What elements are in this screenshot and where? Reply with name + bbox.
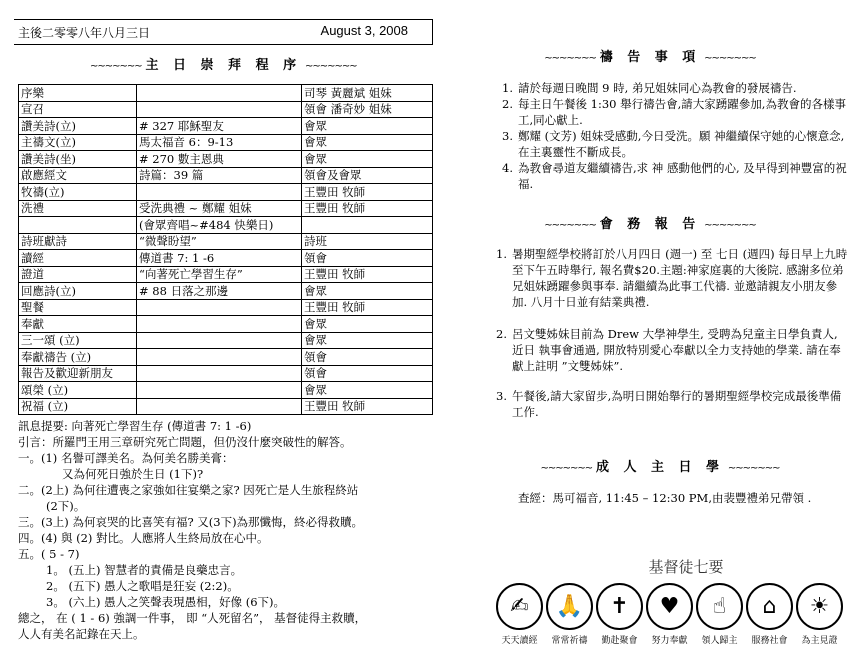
service-leader: 領會及會眾: [302, 167, 433, 184]
service-row: [19, 101, 433, 118]
reports-heading: [520, 213, 780, 232]
service-heading: [90, 54, 357, 73]
service-leader: 會眾: [302, 332, 433, 349]
wave-left: ~~~~~~~: [540, 463, 593, 474]
sermon-line: 訊息提要: 向著死亡學習生存 (傳道書 7: 1 -6): [18, 419, 252, 433]
sermon-line: 二。(2上) 為何往遭喪之家強如往宴樂之家? 因死亡是人生旅程終站: [18, 483, 359, 497]
serve-icon: ♥: [646, 583, 693, 630]
service-item: 啟應經文: [19, 167, 137, 184]
service-item: 序樂: [19, 85, 137, 102]
society-icon: ⌂: [746, 583, 793, 630]
service-row: [19, 167, 433, 184]
sermon-line: 總之， 在 ( 1 - 6) 強調一件事， 即 “人死留名”， 基督徒得主救贖，: [18, 611, 367, 625]
prayer-item: 1. 請於每週日晚間 9 時, 弟兄姐妹同心為教會的發展禱告.: [502, 81, 797, 95]
date-chinese: 主後二零零八年八月三日: [18, 26, 151, 40]
service-leader: 會眾: [302, 382, 433, 399]
service-detail: [137, 332, 302, 349]
service-detail: (會眾齊唱~#484 快樂日): [137, 217, 302, 234]
prayer-item: 3. 鄭耀 (文芳) 姐妹受感動,今日受洗。願 神繼續保守她的心懷意念,在主裏靈性不斷成長。: [502, 129, 845, 159]
service-leader: 詩班: [302, 233, 433, 250]
service-detail: [137, 85, 302, 102]
service-leader: 王豐田 牧師: [302, 200, 433, 217]
service-title: 主 日 崇 拜 程 序: [145, 58, 302, 73]
service-row: [19, 85, 433, 102]
seven-caption: 為主見證: [801, 636, 838, 646]
service-item: 詩班獻詩: [19, 233, 137, 250]
service-detail: [137, 382, 302, 399]
service-leader: 領會: [302, 365, 433, 382]
service-leader: 會眾: [302, 118, 433, 135]
service-item: 頌榮 (立): [19, 382, 137, 399]
service-detail: # 88 日落之那邊: [137, 283, 302, 300]
service-detail: [137, 184, 302, 201]
service-row: [19, 382, 433, 399]
sermon-line: 引言：所羅門王用三章研究死亡問題，但仍沒什麼突破性的解答。: [18, 435, 352, 449]
service-row: [19, 283, 433, 300]
sermon-notes: [18, 418, 436, 642]
seven-caption: 服務社會: [751, 636, 788, 646]
service-row: [19, 118, 433, 135]
service-row: [19, 233, 433, 250]
service-item: 主禱文(立): [19, 134, 137, 151]
read-icon: ✍: [496, 583, 543, 630]
service-row: [19, 184, 433, 201]
service-leader: 領會 潘奇妙 姐妹: [302, 101, 433, 118]
sermon-line: 1。 (五上) 智慧者的責備是良藥忠言。: [46, 563, 243, 577]
seven-caption: 努力奉獻: [651, 636, 688, 646]
sermon-line: 人人有美名記錄在天上。: [18, 627, 145, 641]
service-item: 洗禮: [19, 200, 137, 217]
service-order-table: [18, 84, 433, 415]
service-leader: 會眾: [302, 316, 433, 333]
sermon-line: 2。 (五下) 愚人之歌唱是狂妄 (2:2)。: [46, 579, 239, 593]
service-leader: 司琴 黃麗斌 姐妹: [302, 85, 433, 102]
service-item: 讀經: [19, 250, 137, 267]
service-detail: [137, 101, 302, 118]
prayer-item: 2. 每主日午餐後 1:30 舉行禱告會,請大家踴躍參加,為教會的各樣事工,同心獻上.: [502, 97, 846, 127]
wave-left: ~~~~~~~: [90, 61, 142, 72]
service-leader: 王豐田 牧師: [302, 184, 433, 201]
sermon-line: 五。( 5 - 7): [18, 547, 80, 561]
seven-caption: 常常祈禱: [551, 636, 588, 646]
service-item: 三一頌 (立): [19, 332, 137, 349]
service-item: 牧禱(立): [19, 184, 137, 201]
date-english: August 3, 2008: [320, 23, 408, 38]
service-detail: 傳道書 7: 1 -6: [137, 250, 302, 267]
seven-title: 基督徒七要: [648, 558, 724, 576]
sermon-line: 3。 (六上) 愚人之笑聲表現愚相，好像 (6下)。: [46, 595, 286, 609]
service-row: [19, 316, 433, 333]
service-leader: 會眾: [302, 151, 433, 168]
adult-ss-heading: [520, 456, 800, 475]
service-detail: [137, 349, 302, 366]
service-item: 報告及歡迎新朋友: [19, 365, 137, 382]
gather-icon: ✝: [596, 583, 643, 630]
pray-icon: 🙏: [546, 583, 593, 630]
witness-icon: ☀: [796, 583, 843, 630]
wave-right: ~~~~~~~: [704, 220, 756, 231]
service-detail: 受洗典禮 ~ 鄭耀 姐妹: [137, 200, 302, 217]
service-detail: [137, 299, 302, 316]
reports-list: [490, 246, 852, 420]
seven-caption: 天天讀經: [501, 636, 538, 646]
service-item: 祝福 (立): [19, 398, 137, 415]
service-item: 讚美詩(立): [19, 118, 137, 135]
service-leader: 王豐田 牧師: [302, 266, 433, 283]
wave-right: ~~~~~~~: [304, 61, 357, 72]
service-leader: 會眾: [302, 134, 433, 151]
service-leader: 王豐田 牧師: [302, 299, 433, 316]
service-detail: # 327 耶穌聖友: [137, 118, 302, 135]
prayer-item: 4. 為教會尋道友繼續禱告,求 神 感動他們的心, 及早得到神豐富的祝福.: [502, 161, 847, 191]
service-detail: 詩篇：39 篇: [137, 167, 302, 184]
service-item: 奉獻: [19, 316, 137, 333]
service-detail: [137, 365, 302, 382]
service-row: [19, 332, 433, 349]
service-item: 回應詩(立): [19, 283, 137, 300]
service-row: [19, 217, 433, 234]
service-item: 讚美詩(坐): [19, 151, 137, 168]
report-item: 2. 呂文雙姊妹目前為 Drew 大學神學生, 受聘為兒童主日學負責人, 近日 執事會通過, 開放特別愛心奉獻以全力支持她的學業. 請在奉獻上註明 ”文雙姊妹”.: [496, 327, 841, 373]
service-row: [19, 266, 433, 283]
service-item: 宣召: [19, 101, 137, 118]
service-detail: “微聲盼望”: [137, 233, 302, 250]
service-detail: [137, 316, 302, 333]
service-item: 證道: [19, 266, 137, 283]
date-header: [14, 19, 433, 45]
service-row: [19, 349, 433, 366]
service-leader: 王豐田 牧師: [302, 398, 433, 415]
sermon-line: 三。(3上) 為何哀哭的比喜笑有福? 又(3下)為那懺悔，終必得救贖。: [18, 515, 364, 529]
wave-right: ~~~~~~~: [727, 463, 780, 474]
service-item: [19, 217, 137, 234]
service-leader: 領會: [302, 250, 433, 267]
service-item: 聖餐: [19, 299, 137, 316]
sermon-line: 又為何死日強於生日 (1下)?: [62, 467, 204, 481]
service-leader: 領會: [302, 349, 433, 366]
service-detail: # 270 數主恩典: [137, 151, 302, 168]
seven-essentials: [496, 556, 846, 646]
service-detail: 馬太福音 6：9-13: [137, 134, 302, 151]
adult-ss-title: 成 人 主 日 學: [595, 460, 725, 475]
report-item: 1. 暑期聖經學校將訂於八月四日 (週一) 至 七日 (週四) 每日早上九時至下午五時舉行, 報名費$20.主題:神家庭裏的大後院. 感謝多位弟兄姐妹踴躍參與事奉. 請繼續為此事工代禱. 並邀請親友小朋友參加. 八月十日並有結業典禮.: [496, 247, 848, 309]
prayer-heading: [520, 46, 780, 65]
lead-icon: ☝: [696, 583, 743, 630]
service-row: [19, 299, 433, 316]
sermon-line: 四。(4) 與 (2) 對比。人應將人生終局放在心中。: [18, 531, 269, 545]
service-leader: [302, 217, 433, 234]
service-leader: 會眾: [302, 283, 433, 300]
seven-caption: 勤赴聚會: [601, 636, 638, 646]
prayer-list: [496, 80, 852, 192]
prayer-title: 禱 告 事 項: [599, 50, 701, 65]
wave-left: ~~~~~~~: [544, 53, 596, 64]
service-row: [19, 151, 433, 168]
service-row: [19, 200, 433, 217]
service-row: [19, 398, 433, 415]
service-item: 奉獻禱告 (立): [19, 349, 137, 366]
sermon-line: (2下)。: [46, 499, 86, 513]
wave-right: ~~~~~~~: [704, 53, 756, 64]
report-item: 3. 午餐後,請大家留步,為明日開始舉行的暑期聖經學校完成最後準備工作.: [496, 389, 842, 419]
sermon-line: 一。(1) 名譽可譯美名。為何美名勝美膏：: [18, 451, 234, 465]
service-row: [19, 134, 433, 151]
service-detail: “向著死亡學習生存”: [137, 266, 302, 283]
service-row: [19, 250, 433, 267]
seven-caption: 領人歸主: [701, 636, 738, 646]
service-detail: [137, 398, 302, 415]
adult-ss-text: 查經：馬可福音, 11:45 – 12:30 PM,由裴豐禮弟兄帶領 .: [518, 491, 812, 505]
wave-left: ~~~~~~~: [544, 220, 596, 231]
reports-title: 會 務 報 告: [599, 217, 701, 232]
service-row: [19, 365, 433, 382]
